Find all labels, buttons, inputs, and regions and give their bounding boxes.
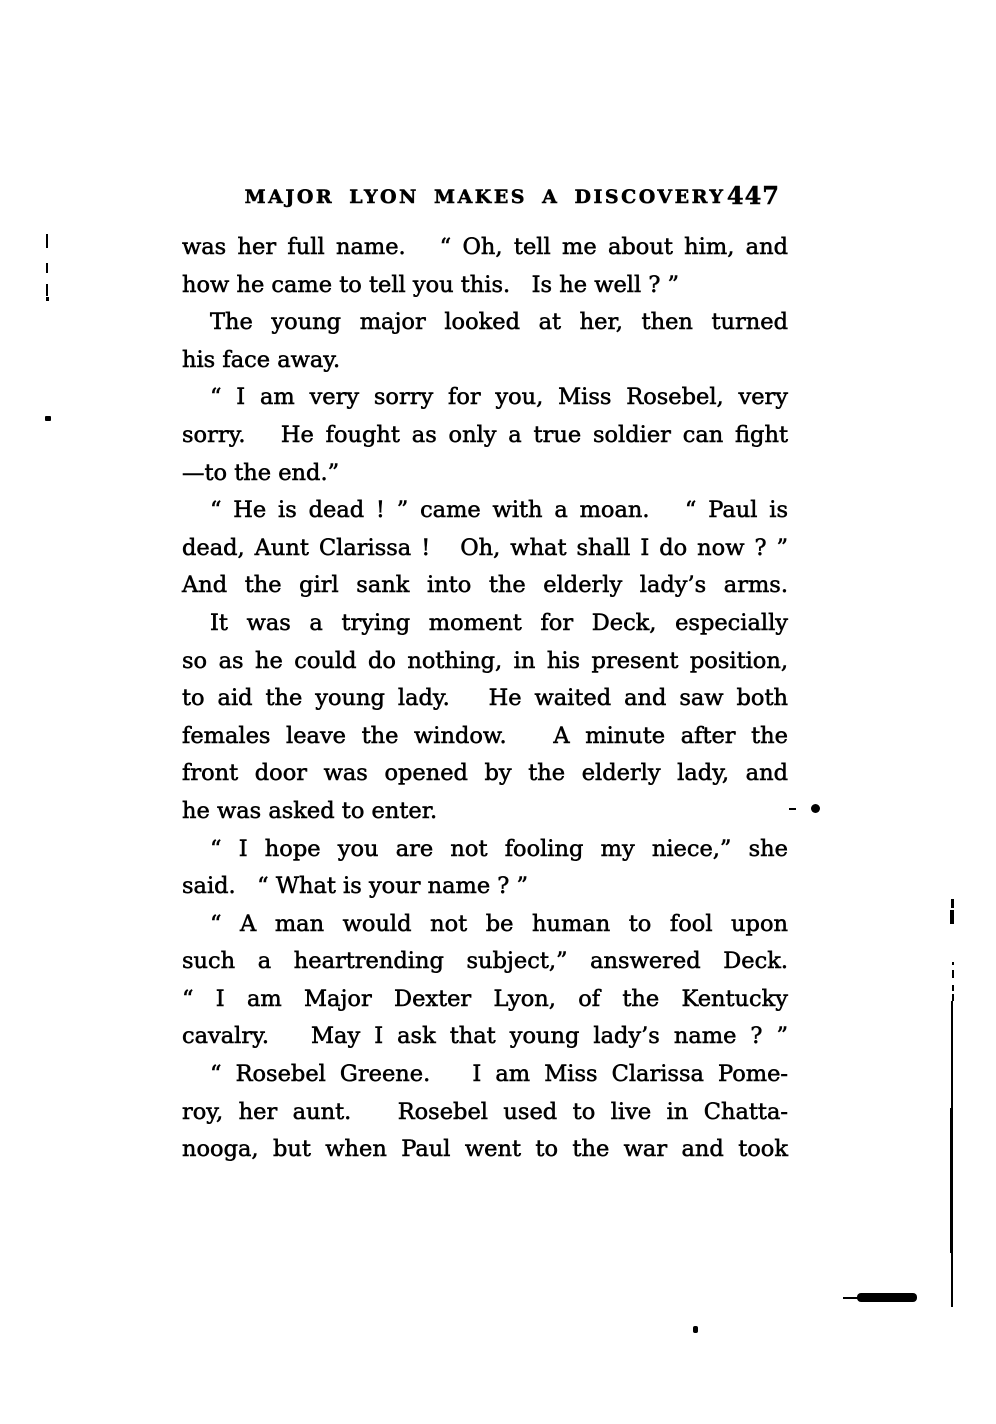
text-line: to aid the young lady. He waited and saw both <box>182 685 788 712</box>
ink-mark <box>857 1293 917 1302</box>
text-line: dead, Aunt Clarissa ! Oh, what shall I do now ? ” <box>182 534 788 561</box>
ink-mark <box>950 910 954 924</box>
page-number: 447 <box>726 181 780 210</box>
ink-mark <box>952 970 954 978</box>
text-line: cavalry. May I ask that young lady’s name ? ” <box>182 1023 788 1050</box>
text-line: “ Rosebel Greene. I am Miss Clarissa Pome- <box>210 1061 788 1088</box>
ink-mark <box>950 1108 953 1253</box>
text-line: females leave the window. A minute after the <box>182 722 788 749</box>
text-line: “ A man would not be human to fool upon <box>210 910 788 937</box>
text-line: his face away. <box>182 346 341 373</box>
text-line: front door was opened by the elderly lady, and <box>182 760 788 787</box>
running-header <box>182 182 788 210</box>
ink-mark <box>952 985 954 991</box>
text-line: “ He is dead ! ” came with a moan. “ Paul is <box>210 497 788 524</box>
ink-mark <box>951 899 954 908</box>
text-line: he was asked to enter. <box>182 797 438 824</box>
ink-mark <box>693 1326 698 1333</box>
text-line: so as he could do nothing, in his present position, <box>182 647 788 674</box>
text-line: “ I am very sorry for you, Miss Rosebel, very <box>210 384 788 411</box>
text-line: And the girl sank into the elderly lady’s arms. <box>182 572 788 599</box>
ink-mark <box>952 994 954 1001</box>
text-line: “ I hope you are not fooling my niece,” she <box>210 835 788 862</box>
running-header-title: MAJOR LYON MAKES A DISCOVERY <box>244 186 726 208</box>
ink-mark <box>789 808 796 810</box>
ink-mark <box>952 962 954 965</box>
text-line: roy, her aunt. Rosebel used to live in Chatta- <box>182 1098 788 1125</box>
text-line: was her full name. “ Oh, tell me about him, and <box>182 234 788 260</box>
text-line: nooga, but when Paul went to the war and took <box>182 1136 788 1163</box>
text-body <box>182 229 788 1169</box>
ink-mark <box>46 234 48 248</box>
ink-mark <box>811 804 820 813</box>
text-line: —to the end.” <box>182 459 340 486</box>
text-line: It was a trying moment for Deck, especially <box>210 609 788 636</box>
text-line: The young major looked at her, then turned <box>210 309 788 336</box>
ink-mark <box>45 416 51 421</box>
text-line: said. “ What is your name ? ” <box>182 873 529 900</box>
text-line: sorry. He fought as only a true soldier can fight <box>182 421 788 448</box>
text-line: how he came to tell you this. Is he well ? ” <box>182 271 680 298</box>
ink-mark <box>46 263 48 273</box>
text-line: “ I am Major Dexter Lyon, of the Kentucky <box>182 985 788 1012</box>
ink-mark <box>46 297 49 301</box>
text-line: such a heartrending subject,” answered Deck. <box>182 948 788 975</box>
ink-mark <box>46 284 48 296</box>
